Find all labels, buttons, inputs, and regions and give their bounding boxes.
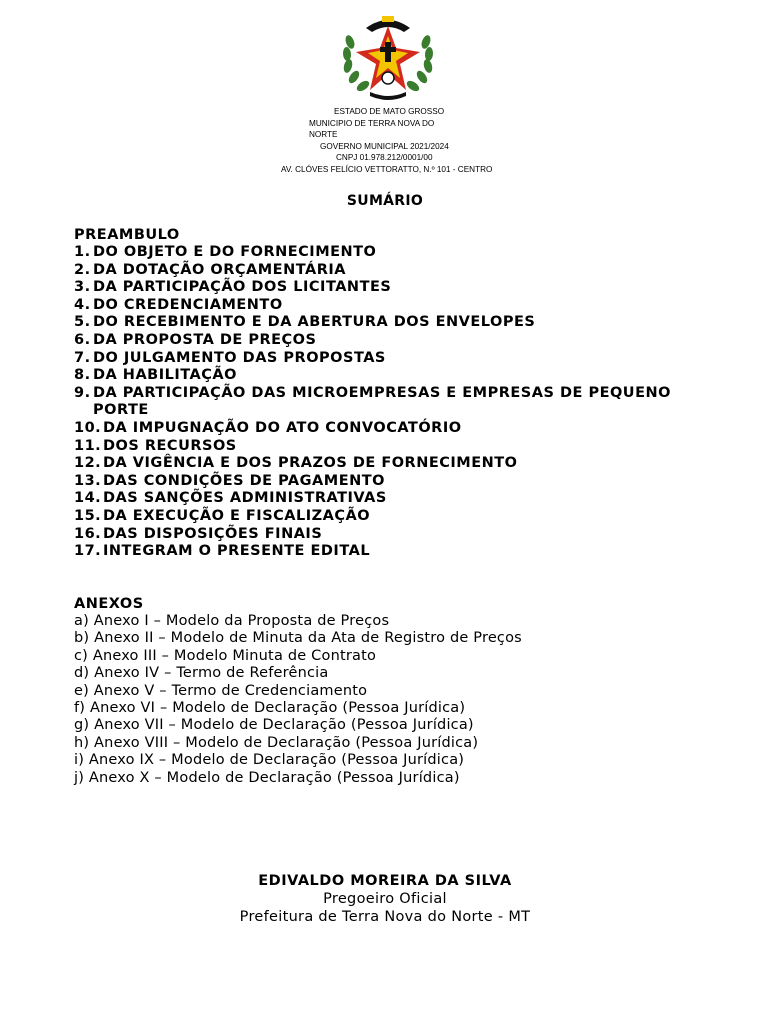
toc-text: DO RECEBIMENTO E DA ABERTURA DOS ENVELOPES	[93, 314, 536, 331]
toc-item	[74, 438, 714, 456]
toc-text: DA PROPOSTA DE PREÇOS	[93, 331, 317, 348]
toc-text: DO OBJETO E DO FORNECIMENTO	[93, 244, 377, 260]
annex-item: i) Anexo IX – Modelo de Declaração (Pessoa Jurídica)	[74, 752, 465, 769]
preambulo-heading: PREAMBULO	[74, 227, 180, 243]
toc-number: 8.	[74, 367, 91, 384]
annex-item: d) Anexo IV – Termo de Referência	[74, 665, 329, 682]
toc-text: DA PARTICIPAÇÃO DOS LICITANTES	[93, 279, 392, 296]
table-of-contents	[74, 244, 714, 561]
header-cnpj: CNPJ 01.978.212/0001/00	[336, 153, 433, 163]
annex-item: h) Anexo VIII – Modelo de Declaração (Pessoa Jurídica)	[74, 734, 479, 751]
annex-item: g) Anexo VII – Modelo de Declaração (Pessoa Jurídica)	[74, 717, 474, 734]
header-government: GOVERNO MUNICIPAL 2021/2024	[320, 141, 449, 151]
toc-number: 6.	[74, 331, 91, 348]
toc-number: 12.	[74, 455, 102, 472]
annex-item: c) Anexo III – Modelo Minuta de Contrato	[74, 647, 377, 664]
annex-item: e) Anexo V – Termo de Credenciamento	[74, 682, 368, 699]
toc-item	[74, 543, 714, 561]
toc-number: 11.	[74, 437, 102, 454]
toc-text: DAS SANÇÕES ADMINISTRATIVAS	[103, 490, 387, 507]
toc-item	[74, 332, 714, 350]
toc-item	[74, 455, 714, 473]
toc-number: 9.	[74, 384, 91, 401]
signatory-organization: Prefeitura de Terra Nova do Norte - MT	[239, 909, 531, 925]
header-municipality: MUNICIPIO DE TERRA NOVA DO	[309, 118, 435, 128]
toc-item	[74, 244, 714, 262]
header-address: AV. CLÓVES FELÍCIO VETTORATTO, N.º 101 - CENTRO	[281, 165, 493, 174]
toc-text: DA EXECUÇÃO E FISCALIZAÇÃO	[103, 507, 371, 524]
toc-text: DA HABILITAÇÃO	[93, 367, 237, 384]
annex-item: j) Anexo X – Modelo de Declaração (Pessoa Jurídica)	[74, 769, 460, 786]
toc-text: DA IMPUGNAÇÃO DO ATO CONVOCATÓRIO	[103, 419, 462, 436]
toc-item	[74, 297, 714, 315]
toc-item	[74, 385, 714, 420]
anexos-heading: ANEXOS	[74, 596, 144, 612]
signature-block	[0, 872, 770, 926]
header-municipality-cont: NORTE	[309, 130, 338, 140]
toc-number: 16.	[74, 525, 102, 542]
toc-text: DO JULGAMENTO DAS PROPOSTAS	[93, 349, 386, 366]
toc-item	[74, 420, 714, 438]
coat-of-arms-icon	[336, 12, 440, 104]
page-title: SUMÁRIO	[346, 193, 424, 209]
toc-number: 2.	[74, 261, 91, 278]
toc-item	[74, 314, 714, 332]
annex-item: a) Anexo I – Modelo da Proposta de Preços	[74, 613, 390, 629]
toc-item	[74, 490, 714, 508]
toc-number: 17.	[74, 543, 102, 560]
toc-number: 14.	[74, 490, 102, 507]
toc-number: 7.	[74, 349, 91, 366]
toc-text: DOS RECURSOS	[103, 437, 237, 454]
toc-number: 4.	[74, 296, 91, 313]
toc-number: 13.	[74, 472, 102, 489]
toc-text: DO CREDENCIAMENTO	[93, 296, 283, 313]
signatory-role: Pregoeiro Oficial	[323, 891, 447, 907]
header-state: ESTADO DE MATO GROSSO	[334, 107, 445, 116]
toc-item	[74, 350, 714, 368]
toc-number: 10.	[74, 419, 102, 436]
toc-text: DA VIGÊNCIA E DOS PRAZOS DE FORNECIMENTO	[103, 455, 518, 472]
toc-item	[74, 262, 714, 280]
toc-text: INTEGRAM O PRESENTE EDITAL	[103, 543, 371, 560]
toc-text: DAS DISPOSIÇÕES FINAIS	[103, 525, 323, 542]
toc-item	[74, 508, 714, 526]
annex-list	[74, 613, 522, 787]
annex-item: f) Anexo VI – Modelo de Declaração (Pessoa Jurídica)	[74, 700, 466, 717]
toc-text: DAS CONDIÇÕES DE PAGAMENTO	[103, 472, 385, 489]
toc-item	[74, 279, 714, 297]
toc-number: 3.	[74, 279, 91, 296]
toc-item	[74, 367, 714, 385]
toc-item	[74, 473, 714, 491]
signatory-name: EDIVALDO MOREIRA DA SILVA	[258, 873, 512, 889]
toc-number: 1.	[74, 244, 91, 260]
toc-text: DA PARTICIPAÇÃO DAS MICROEMPRESAS E EMPRESAS DE PEQUENO PORTE	[93, 384, 671, 419]
toc-item	[74, 526, 714, 544]
annex-item: b) Anexo II – Modelo de Minuta da Ata de Registro de Preços	[74, 630, 522, 647]
toc-number: 15.	[74, 507, 102, 524]
toc-text: DA DOTAÇÃO ORÇAMENTÁRIA	[93, 261, 346, 278]
toc-number: 5.	[74, 314, 91, 331]
